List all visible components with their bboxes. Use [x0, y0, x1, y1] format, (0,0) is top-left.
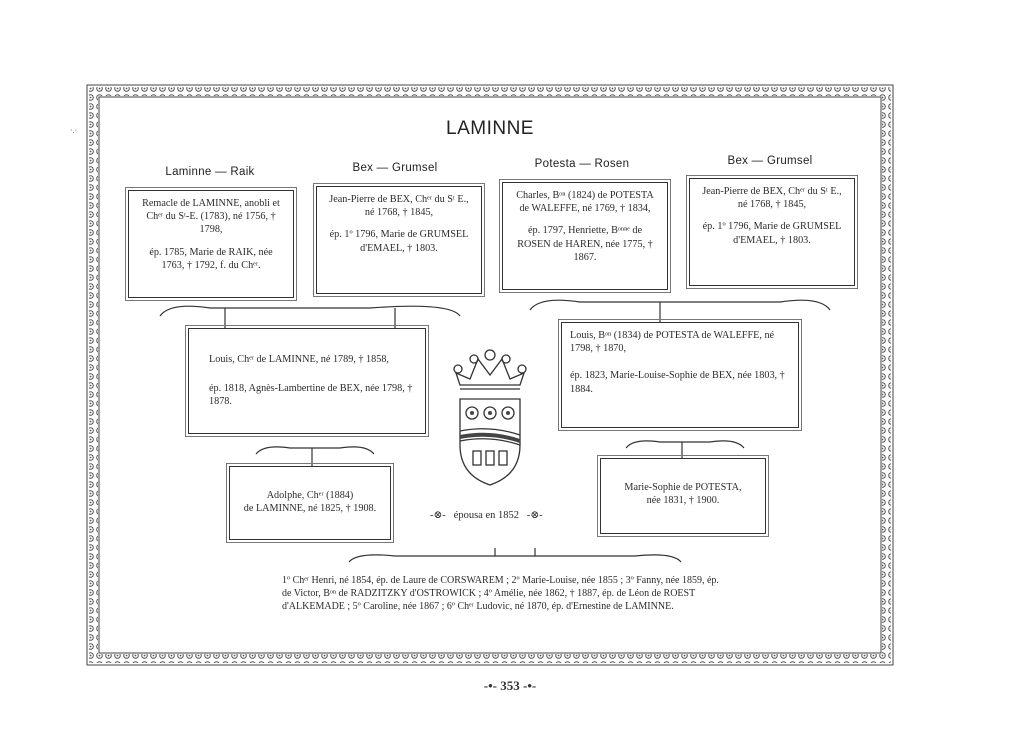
box-text: Louis, Bᵒⁿ (1834) de POTESTA de WALEFFE, né 1798, † 1870, — [570, 330, 775, 355]
ornament-right-icon: -⊗- — [526, 510, 543, 521]
parent-header-potesta-rosen: Potesta — Rosen — [534, 158, 630, 170]
page-number: -•- 353 -•- — [483, 678, 537, 693]
box-marie-sophie — [600, 458, 766, 534]
bracket-connector — [250, 440, 380, 468]
box-potesta-rosen — [502, 182, 668, 290]
bracket-connector — [345, 548, 685, 572]
bracket-connector — [520, 292, 840, 324]
marriage-text: épousa en 1852 — [453, 510, 519, 521]
box-text: de LAMINNE, né 1825, † 1908. — [243, 503, 377, 515]
parent-header-bex-grumsel-1: Bex — Grumsel — [352, 162, 438, 174]
scan-speck: ·.· — [70, 126, 78, 135]
box-text: ép. 1º 1796, Marie de GRUMSEL d'EMAEL, † 1803. — [702, 221, 842, 246]
box-text: ép. 1797, Henriette, Bᵒⁿⁿᵉ de ROSEN de HAREN, née 1775, † 1867. — [517, 225, 653, 263]
box-text: ép. 1818, Agnès-Lambertine de BEX, née 1798, † 1878. — [209, 383, 413, 408]
box-text: ép. 1823, Marie-Louise-Sophie de BEX, née 1803, † 1884. — [570, 370, 785, 395]
box-adolphe — [229, 466, 391, 540]
box-text: Remacle de LAMINNE, anobli et Chᵉʳ du Sᵗ-E. (1783), né 1756, † 1798, — [142, 198, 280, 236]
parent-header-bex-grumsel-2: Bex — Grumsel — [727, 155, 813, 167]
box-text: Jean-Pierre de BEX, Chᵉʳ du Sᵗ E., né 1768, † 1845, — [702, 186, 842, 211]
box-text: ép. 1785, Marie de RAIK, née 1763, † 1792, f. du Chᵉʳ. — [149, 246, 273, 271]
coat-of-arms-icon — [440, 345, 540, 490]
box-text: née 1831, † 1900. — [646, 495, 720, 507]
box-louis-laminne — [188, 328, 426, 434]
page-title: LAMINNE — [446, 118, 534, 139]
box-text: Charles, Bᵒⁿ (1824) de POTESTA de WALEFFE, né 1769, † 1834, — [516, 190, 654, 215]
parent-header-laminne-raik: Laminne — Raik — [165, 166, 255, 178]
box-bex-grumsel-2 — [689, 178, 855, 286]
box-laminne-raik — [128, 190, 294, 298]
box-louis-potesta — [561, 322, 799, 428]
box-text: Jean-Pierre de BEX, Chᵉʳ du Sᵗ E., né 1768, † 1845, — [329, 194, 469, 219]
box-text: Adolphe, Chᵉʳ (1884) — [266, 490, 354, 501]
box-text: ép. 1º 1796, Marie de GRUMSEL d'EMAEL, † 1803. — [329, 229, 469, 254]
box-text: Marie-Sophie de POTESTA, — [624, 482, 742, 493]
bracket-connector — [150, 298, 470, 330]
box-text: Louis, Chᵉʳ de LAMINNE, né 1789, † 1858, — [209, 354, 389, 365]
box-bex-grumsel-1 — [316, 186, 482, 294]
children-footnote: 1º Chᵉʳ Henri, né 1854, ép. de Laure de CORSWAREM ; 2º Marie-Louise, née 1855 ; 3º Fanny, née 1859, ép. de Victor, Bᵒⁿ de RADZITZKY d'OSTROWICK ; 4º Amélie, née 1862, † 1887, ép. de Léon de ROEST d'ALKEMADE ; 5º Caroline, née 1867 ; 6º Chᵉʳ Ludovic, né 1870, ép. d'Ernestine de LAMINNE. — [282, 575, 719, 612]
ornament-left-icon: -⊗- — [430, 510, 446, 521]
marriage-label — [430, 509, 543, 521]
